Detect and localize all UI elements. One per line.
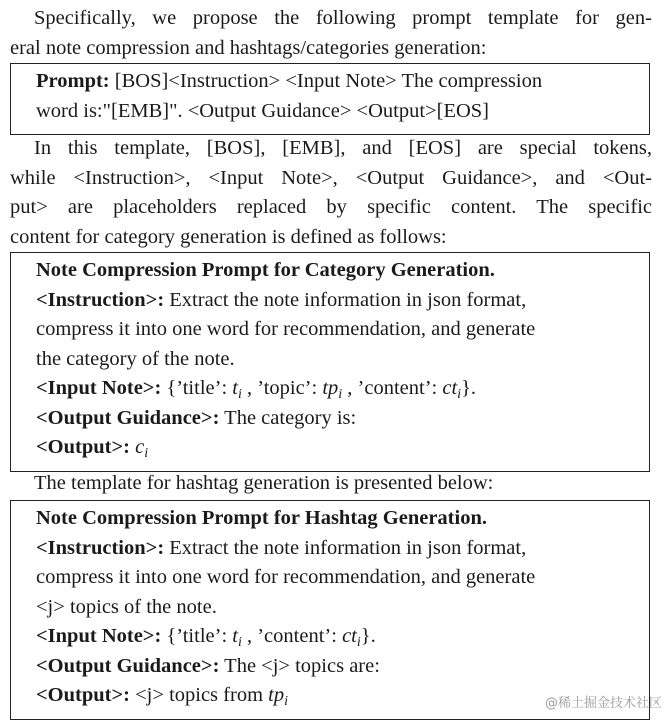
prompt-template-box — [10, 63, 650, 135]
hashtag-instruction-label: <Instruction>: — [36, 536, 165, 559]
prompt-label: Prompt: — [36, 70, 110, 92]
category-instruction-label: <Instruction>: — [36, 288, 165, 311]
intro-paragraph — [10, 4, 652, 63]
middle-line-3: put> are placeholders replaced by specific content. The specific — [10, 196, 652, 218]
category-instruction-line-3: the category of the note. — [36, 347, 235, 370]
hashtag-intro-paragraph — [10, 469, 652, 499]
prompt-line-1-text: [BOS]<Instruction> <Input Note> The compression — [114, 70, 543, 92]
hashtag-intro-line: The template for hashtag generation is presented below: — [34, 472, 494, 494]
middle-line-4: content for category generation is defined as follows: — [10, 225, 447, 248]
site-watermark: @稀土掘金技术社区 — [544, 696, 662, 711]
category-guidance-label: <Output Guidance>: — [36, 406, 220, 429]
hashtag-output-guidance: <Output Guidance>: The <j> topics are: — [36, 654, 380, 677]
category-instruction-line-1: <Instruction>: Extract the note information in json format, — [36, 288, 527, 311]
intro-line-1: Specifically, we propose the following prompt template for gen- — [34, 7, 652, 29]
hashtag-box-title: Note Compression Prompt for Hashtag Generation. — [36, 507, 487, 529]
category-prompt-box — [10, 252, 650, 472]
hashtag-output-label: <Output>: — [36, 684, 130, 706]
hashtag-input-note: <Input Note>: {’title’: $t_i$ , ’content’: $ct_i$}. — [36, 625, 376, 650]
hashtag-instruction-line-1: <Instruction>: Extract the note information in json format, — [36, 536, 527, 559]
hashtag-instruction-line-2: compress it into one word for recommendation, and generate — [36, 566, 536, 588]
prompt-line-2: word is:"[EMB]". <Output Guidance> <Output>[EOS] — [36, 99, 490, 122]
prompt-line-1 — [11, 67, 649, 97]
intro-line-2: eral note compression and hashtags/categories generation: — [10, 36, 487, 59]
hashtag-guidance-label: <Output Guidance>: — [36, 654, 220, 677]
middle-line-2: while <Instruction>, <Input Note>, <Output Guidance>, and <Out- — [10, 166, 652, 189]
hashtag-prompt-box — [10, 500, 650, 720]
category-output-guidance: <Output Guidance>: The category is: — [36, 406, 357, 429]
category-box-title: Note Compression Prompt for Category Generation. — [36, 259, 495, 281]
category-input-note: <Input Note>: {’title’: $t_i$ , ’topic’: $tp_i$ , ’content’: $ct_i$}. — [36, 377, 477, 402]
category-input-label: <Input Note>: — [36, 377, 162, 399]
middle-line-1: In this template, [BOS], [EMB], and [EOS] are special tokens, — [34, 137, 652, 159]
hashtag-instruction-line-3: <j> topics of the note. — [36, 595, 217, 618]
template-description-paragraph — [10, 134, 652, 252]
category-output: <Output>: $c_i$ — [36, 436, 149, 461]
category-output-label: <Output>: — [36, 436, 130, 458]
category-instruction-line-2: compress it into one word for recommendation, and generate — [36, 318, 536, 340]
hashtag-output: <Output>: <j> topics from $tp_i$ — [36, 684, 288, 709]
hashtag-input-label: <Input Note>: — [36, 625, 162, 647]
